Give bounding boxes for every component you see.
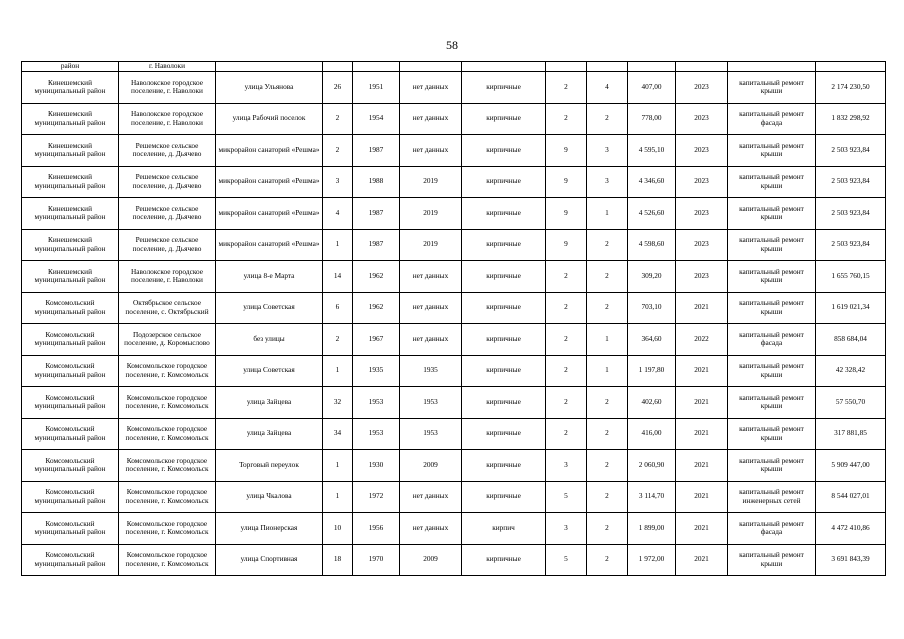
cell-district: Комсомольский муниципальный район [22,481,119,513]
cell-district: Кинешемский муниципальный район [22,261,119,293]
cell-area: 703,10 [628,292,676,324]
table-row [22,72,886,104]
cell-year-repair: нет данных [400,135,462,167]
cell-material: кирпичные [462,544,546,576]
cell-year-repair: нет данных [400,513,462,545]
cell-work-year: 2023 [676,229,728,261]
page-number: 58 [446,38,458,52]
cell-floors [546,62,587,72]
cell-floors: 3 [546,513,587,545]
cell-year-repair: 2019 [400,166,462,198]
cell-floors: 2 [546,387,587,419]
cell-district: Кинешемский муниципальный район [22,166,119,198]
cell-area [628,62,676,72]
cell-material: кирпичные [462,72,546,104]
cell-street [216,62,323,72]
cell-work-year: 2022 [676,324,728,356]
cell-entrances: 3 [587,166,628,198]
cell-entrances: 2 [587,387,628,419]
cell-area: 402,60 [628,387,676,419]
cell-cost: 2 503 923,84 [816,135,886,167]
cell-house: 1 [323,481,353,513]
cell-floors: 9 [546,229,587,261]
cell-work-type: капитальный ремонт крыши [728,229,816,261]
cell-cost: 1 619 021,34 [816,292,886,324]
cell-year-repair: 2019 [400,198,462,230]
cell-year-repair: 2009 [400,544,462,576]
cell-work-type: капитальный ремонт крыши [728,292,816,324]
cell-settlement: Комсомольское городское поселение, г. Комсомольск [119,450,216,482]
cell-street: Торговый переулок [216,450,323,482]
cell-street: улица Рабочий поселок [216,103,323,135]
cell-entrances: 1 [587,355,628,387]
cell-area: 416,00 [628,418,676,450]
cell-work-type: капитальный ремонт инженерных сетей [728,481,816,513]
cell-floors: 5 [546,481,587,513]
cell-cost: 1 832 298,92 [816,103,886,135]
cell-work-year: 2023 [676,135,728,167]
cell-work-year: 2021 [676,481,728,513]
cell-work-type: капитальный ремонт крыши [728,135,816,167]
cell-district: Кинешемский муниципальный район [22,198,119,230]
cell-settlement: Комсомольское городское поселение, г. Комсомольск [119,387,216,419]
cell-street: улица 8-е Марта [216,261,323,293]
table-row [22,387,886,419]
cell-year-repair: нет данных [400,324,462,356]
cell-work-type [728,62,816,72]
cell-cost: 2 503 923,84 [816,198,886,230]
table-row [22,324,886,356]
cell-year-built: 1970 [353,544,400,576]
cell-house: 10 [323,513,353,545]
cell-floors: 9 [546,166,587,198]
cell-area: 309,20 [628,261,676,293]
table-row [22,481,886,513]
cell-year-repair: нет данных [400,72,462,104]
cell-house: 4 [323,198,353,230]
cell-settlement: Решемское сельское поселение, д. Дьячево [119,229,216,261]
cell-settlement: Подозерское сельское поселение, д. Коромыслово [119,324,216,356]
cell-settlement: Октябрьское сельское поселение, с. Октябрьский [119,292,216,324]
cell-entrances: 1 [587,198,628,230]
cell-street: улица Ульянова [216,72,323,104]
cell-material: кирпичные [462,481,546,513]
cell-work-type: капитальный ремонт фасада [728,513,816,545]
cell-settlement: Наволокское городское поселение, г. Наволоки [119,261,216,293]
cell-material: кирпичные [462,198,546,230]
cell-area: 4 526,60 [628,198,676,230]
cell-district: Комсомольский муниципальный район [22,324,119,356]
cell-entrances: 2 [587,481,628,513]
cell-cost: 5 909 447,00 [816,450,886,482]
cell-district: Кинешемский муниципальный район [22,135,119,167]
cell-year-repair: нет данных [400,261,462,293]
cell-year-repair: 1935 [400,355,462,387]
cell-house: 3 [323,166,353,198]
cell-house [323,62,353,72]
cell-work-type: капитальный ремонт крыши [728,72,816,104]
cell-street: улица Чкалова [216,481,323,513]
cell-settlement: Решемское сельское поселение, д. Дьячево [119,198,216,230]
cell-work-type: капитальный ремонт крыши [728,544,816,576]
cell-year-built: 1987 [353,229,400,261]
cell-area: 1 197,80 [628,355,676,387]
table-row [22,418,886,450]
cell-entrances: 2 [587,261,628,293]
table-row [22,355,886,387]
cell-district: Комсомольский муниципальный район [22,418,119,450]
cell-year-built: 1930 [353,450,400,482]
cell-year-built: 1962 [353,261,400,293]
cell-district: Кинешемский муниципальный район [22,229,119,261]
cell-work-year: 2021 [676,513,728,545]
cell-street: улица Советская [216,292,323,324]
cell-cost: 1 655 760,15 [816,261,886,293]
cell-cost: 2 174 230,50 [816,72,886,104]
cell-material: кирпичные [462,229,546,261]
cell-work-type: капитальный ремонт фасада [728,324,816,356]
cell-street: микрорайон санаторий «Решма» [216,229,323,261]
cell-work-year: 2023 [676,198,728,230]
cell-material: кирпичные [462,324,546,356]
cell-house: 14 [323,261,353,293]
cell-area: 4 595,10 [628,135,676,167]
cell-settlement: Комсомольское городское поселение, г. Комсомольск [119,355,216,387]
cell-cost: 2 503 923,84 [816,229,886,261]
cell-entrances: 2 [587,418,628,450]
cell-cost: 42 328,42 [816,355,886,387]
cell-work-year: 2023 [676,72,728,104]
cell-district: Комсомольский муниципальный район [22,387,119,419]
cell-cost: 3 691 843,39 [816,544,886,576]
cell-area: 3 114,70 [628,481,676,513]
cell-material: кирпичные [462,261,546,293]
cell-material: кирпичные [462,355,546,387]
cell-work-type: капитальный ремонт крыши [728,166,816,198]
cell-cost [816,62,886,72]
cell-area: 778,00 [628,103,676,135]
cell-floors: 2 [546,103,587,135]
cell-work-type: капитальный ремонт фасада [728,103,816,135]
table-body [22,62,886,576]
cell-street: улица Зайцева [216,387,323,419]
cell-entrances: 2 [587,229,628,261]
cell-entrances: 2 [587,292,628,324]
cell-year-built: 1956 [353,513,400,545]
cell-year-built: 1935 [353,355,400,387]
cell-cost: 8 544 027,01 [816,481,886,513]
cell-work-type: капитальный ремонт крыши [728,387,816,419]
cell-entrances: 2 [587,103,628,135]
repair-registry-table [21,61,886,576]
table-row [22,292,886,324]
cell-street: микрорайон санаторий «Решма» [216,166,323,198]
cell-year-repair: 1953 [400,418,462,450]
cell-cost: 2 503 923,84 [816,166,886,198]
cell-house: 1 [323,450,353,482]
table-row [22,450,886,482]
cell-floors: 2 [546,355,587,387]
cell-year-built: 1953 [353,387,400,419]
cell-year-built [353,62,400,72]
cell-district: район [22,62,119,72]
cell-year-built: 1962 [353,292,400,324]
cell-year-repair: 1953 [400,387,462,419]
cell-floors: 2 [546,261,587,293]
cell-district: Комсомольский муниципальный район [22,544,119,576]
cell-material: кирпичные [462,292,546,324]
cell-street: улица Советская [216,355,323,387]
cell-year-built: 1972 [353,481,400,513]
cell-house: 1 [323,355,353,387]
cell-settlement: Комсомольское городское поселение, г. Комсомольск [119,544,216,576]
cell-district: Комсомольский муниципальный район [22,292,119,324]
table-row-continuation [22,62,886,72]
cell-district: Кинешемский муниципальный район [22,72,119,104]
cell-year-repair: нет данных [400,481,462,513]
cell-material [462,62,546,72]
cell-settlement: Наволокское городское поселение, г. Наволоки [119,72,216,104]
table-row [22,544,886,576]
cell-work-type: капитальный ремонт крыши [728,355,816,387]
cell-work-year: 2021 [676,544,728,576]
cell-entrances: 2 [587,544,628,576]
cell-street: улица Пионерская [216,513,323,545]
cell-year-built: 1967 [353,324,400,356]
table-row [22,103,886,135]
cell-street: микрорайон санаторий «Решма» [216,198,323,230]
cell-entrances [587,62,628,72]
cell-year-built: 1951 [353,72,400,104]
cell-settlement: Комсомольское городское поселение, г. Комсомольск [119,418,216,450]
cell-street: без улицы [216,324,323,356]
cell-street: улица Зайцева [216,418,323,450]
cell-cost: 858 684,04 [816,324,886,356]
cell-district: Комсомольский муниципальный район [22,355,119,387]
cell-year-built: 1954 [353,103,400,135]
table-row [22,166,886,198]
table-row [22,513,886,545]
cell-work-year: 2021 [676,355,728,387]
cell-entrances: 1 [587,324,628,356]
cell-floors: 2 [546,292,587,324]
cell-house: 26 [323,72,353,104]
cell-work-type: капитальный ремонт крыши [728,261,816,293]
cell-entrances: 4 [587,72,628,104]
cell-area: 1 972,00 [628,544,676,576]
cell-entrances: 2 [587,450,628,482]
cell-settlement: Наволокское городское поселение, г. Наволоки [119,103,216,135]
cell-year-built: 1953 [353,418,400,450]
table-row [22,198,886,230]
cell-floors: 2 [546,72,587,104]
cell-floors: 9 [546,198,587,230]
cell-house: 32 [323,387,353,419]
cell-cost: 4 472 410,86 [816,513,886,545]
cell-house: 2 [323,324,353,356]
cell-work-year: 2021 [676,450,728,482]
cell-material: кирпичные [462,103,546,135]
cell-year-built: 1988 [353,166,400,198]
cell-floors: 2 [546,418,587,450]
cell-year-built: 1987 [353,135,400,167]
cell-house: 18 [323,544,353,576]
cell-area: 2 060,90 [628,450,676,482]
cell-cost: 317 881,85 [816,418,886,450]
cell-entrances: 2 [587,513,628,545]
cell-area: 407,00 [628,72,676,104]
cell-year-repair: нет данных [400,103,462,135]
cell-year-repair [400,62,462,72]
cell-material: кирпичные [462,387,546,419]
cell-work-year: 2023 [676,103,728,135]
cell-area: 1 899,00 [628,513,676,545]
cell-house: 34 [323,418,353,450]
cell-work-type: капитальный ремонт крыши [728,418,816,450]
cell-material: кирпичные [462,450,546,482]
cell-floors: 2 [546,324,587,356]
cell-settlement: Решемское сельское поселение, д. Дьячево [119,135,216,167]
table-row [22,261,886,293]
cell-work-type: капитальный ремонт крыши [728,450,816,482]
cell-house: 6 [323,292,353,324]
cell-material: кирпичные [462,166,546,198]
cell-work-year: 2023 [676,166,728,198]
cell-year-repair: 2009 [400,450,462,482]
cell-cost: 57 550,70 [816,387,886,419]
cell-settlement: Комсомольское городское поселение, г. Комсомольск [119,513,216,545]
cell-work-type: капитальный ремонт крыши [728,198,816,230]
cell-settlement: г. Наволоки [119,62,216,72]
cell-floors: 9 [546,135,587,167]
cell-area: 4 346,60 [628,166,676,198]
cell-year-repair: 2019 [400,229,462,261]
table-row [22,135,886,167]
cell-floors: 5 [546,544,587,576]
table-row [22,229,886,261]
cell-district: Комсомольский муниципальный район [22,450,119,482]
cell-house: 1 [323,229,353,261]
cell-work-year: 2023 [676,261,728,293]
cell-material: кирпич [462,513,546,545]
cell-street: микрорайон санаторий «Решма» [216,135,323,167]
cell-district: Кинешемский муниципальный район [22,103,119,135]
cell-work-year: 2021 [676,292,728,324]
cell-entrances: 3 [587,135,628,167]
cell-settlement: Решемское сельское поселение, д. Дьячево [119,166,216,198]
cell-work-year: 2021 [676,387,728,419]
cell-street: улица Спортивная [216,544,323,576]
cell-district: Комсомольский муниципальный район [22,513,119,545]
cell-material: кирпичные [462,135,546,167]
cell-house: 2 [323,135,353,167]
cell-year-built: 1987 [353,198,400,230]
cell-area: 4 598,60 [628,229,676,261]
cell-material: кирпичные [462,418,546,450]
cell-work-year [676,62,728,72]
cell-floors: 3 [546,450,587,482]
cell-year-repair: нет данных [400,292,462,324]
cell-house: 2 [323,103,353,135]
cell-work-year: 2021 [676,418,728,450]
cell-settlement: Комсомольское городское поселение, г. Комсомольск [119,481,216,513]
cell-area: 364,60 [628,324,676,356]
